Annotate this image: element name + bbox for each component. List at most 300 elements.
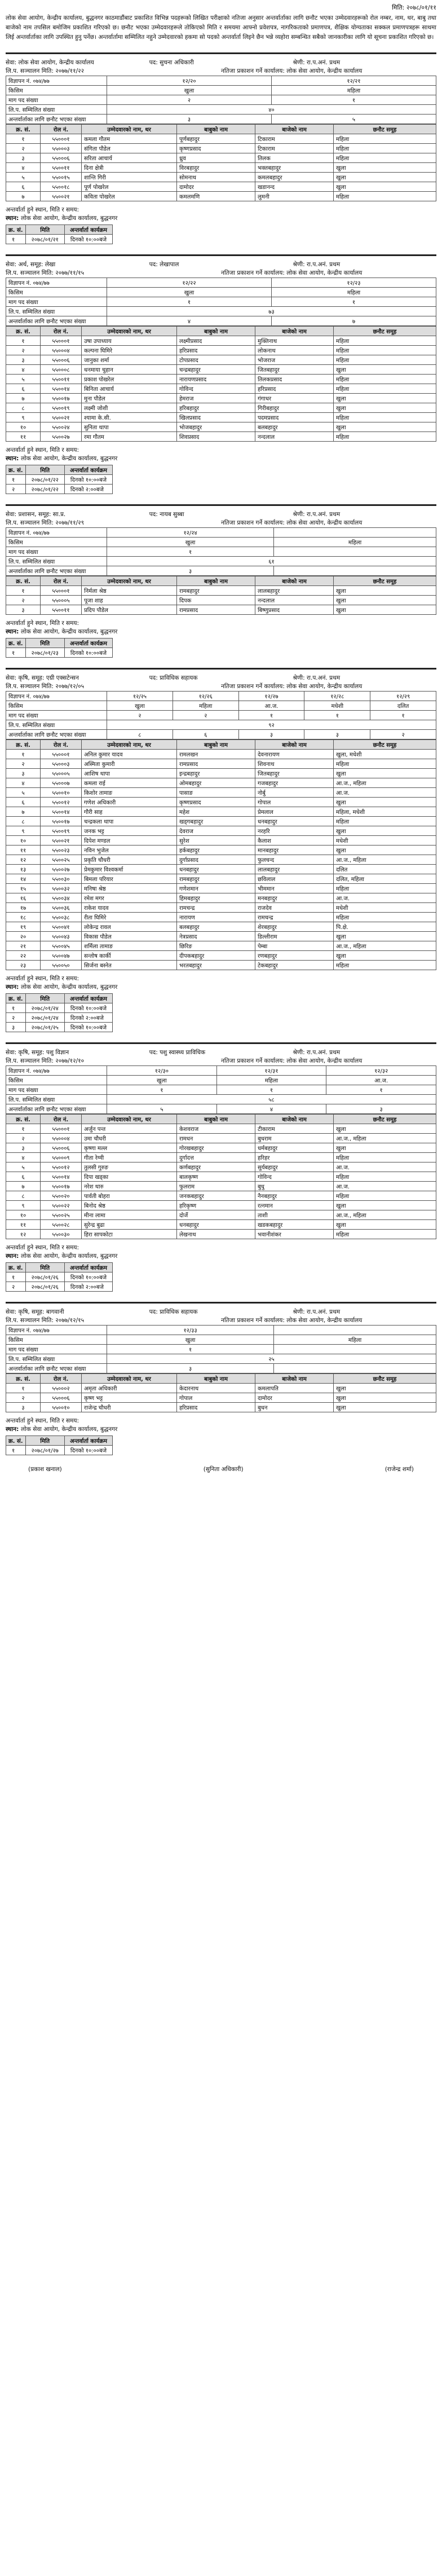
table-row <box>6 375 436 384</box>
table-cell: लक्ष्मीप्रसाद <box>177 336 255 346</box>
table-row <box>6 596 436 605</box>
table-cell: ५५००३४ <box>41 893 82 903</box>
table-cell: ५५०००१ <box>41 134 82 144</box>
column-header: छनौट समूह <box>334 576 436 586</box>
table-cell: दिनको १०:००बजे <box>64 1446 112 1455</box>
table-row <box>6 153 436 163</box>
candidate-header-row <box>6 327 436 336</box>
table-cell: महिला <box>334 134 436 144</box>
schedule-title: अन्तर्वार्ता हुने स्थान, मिति र समय: <box>6 447 79 453</box>
row-value: खुला <box>107 86 272 95</box>
table-cell: १९ <box>6 922 41 932</box>
exam-date: लि.प. सञ्चालन मिति: २०७७/११/२२ <box>6 68 85 74</box>
advertisement-row <box>6 105 436 115</box>
row-value: १२/३१ <box>216 1066 326 1076</box>
column-header: अन्तर्वार्ता कार्यक्रम <box>64 225 112 235</box>
table-cell: ५५०००१ <box>41 1124 82 1134</box>
table-cell: कमला राई <box>82 778 177 788</box>
table-cell: जनक भट्ट <box>82 826 177 836</box>
table-cell: ५५०००१ <box>41 336 82 346</box>
section-header-row2 <box>6 519 436 527</box>
table-cell: ओमबहादुर <box>177 778 255 788</box>
table-row <box>6 798 436 807</box>
table-cell: १ <box>6 1272 26 1282</box>
table-cell: खुला <box>334 1403 436 1412</box>
row-label: लि.प. सम्मिलित संख्या <box>6 1354 107 1364</box>
table-cell: जनकबहादुर <box>177 1191 255 1201</box>
table-cell: दिना क्षेत्री <box>82 163 177 173</box>
table-cell: ३ <box>6 153 41 163</box>
advertisement-row <box>6 1364 436 1373</box>
column-header: रोल नं. <box>41 125 82 134</box>
table-cell: रामचन्द्र <box>255 913 334 922</box>
table-cell: लोकनाथ <box>255 346 334 355</box>
table-row <box>6 846 436 855</box>
section-header-row1 <box>6 674 436 682</box>
table-cell: खुला <box>334 1384 436 1393</box>
table-cell: २१ <box>6 941 41 951</box>
table-cell: आ.ज. <box>334 1162 436 1172</box>
column-header: बाबुको नाम <box>177 576 255 586</box>
table-row <box>6 1182 436 1191</box>
schedule-table <box>6 465 113 494</box>
candidate-header-row <box>6 740 436 750</box>
table-cell: २०७८/०१/२७ <box>25 1446 64 1455</box>
table-cell: हेमराज <box>177 394 255 403</box>
table-cell: १ <box>6 336 41 346</box>
table-cell: भरतबहादुर <box>177 961 255 970</box>
row-value <box>274 1345 436 1354</box>
column-header: क्र. सं. <box>6 576 41 586</box>
table-cell: हरिकृष्ण <box>177 1201 255 1210</box>
row-label: विज्ञापन नं. ०७४/७७ <box>6 1066 107 1076</box>
table-cell: १३ <box>6 865 41 874</box>
row-label: किसिम <box>6 1335 107 1345</box>
table-row <box>6 836 436 846</box>
table-cell: हिमबहादुर <box>177 893 255 903</box>
advertisement-row <box>6 297 436 307</box>
table-row <box>6 1230 436 1239</box>
shreni-label: श्रेणी: रा.प.अनं. प्रथम <box>293 261 341 268</box>
table-row <box>6 807 436 817</box>
table-cell: कृष्णा मल्ल <box>82 1143 177 1153</box>
table-cell: मनिषा श्रेष्ठ <box>82 884 177 893</box>
table-row <box>6 1191 436 1201</box>
advertisement-row <box>6 1076 436 1085</box>
table-cell: ५५००२७ <box>41 865 82 874</box>
table-cell: मीना लामा <box>82 1210 177 1220</box>
table-cell: १२ <box>6 1230 41 1239</box>
column-header: छनौट समूह <box>334 740 436 750</box>
column-header: अन्तर्वार्ता कार्यक्रम <box>64 1263 112 1272</box>
sections-container <box>6 52 436 1455</box>
table-cell: दिनको १०:००बजे <box>64 475 112 485</box>
table-cell: १६ <box>6 893 41 903</box>
table-cell: हरिप्रसाद <box>177 1403 255 1412</box>
table-cell: टिकाराम <box>255 134 334 144</box>
table-cell: धनबहादुर <box>255 817 334 826</box>
section-divider <box>6 254 436 256</box>
table-cell: ५५००१४ <box>41 384 82 394</box>
table-cell: ५५००१४ <box>41 807 82 817</box>
sewa-label: सेवा: कृषि, समूह: पशु विज्ञान <box>6 1049 69 1056</box>
table-cell: ५५००१९ <box>41 826 82 836</box>
table-cell: जानुका शर्मा <box>82 355 177 365</box>
sewa-label: सेवा: कृषि, समूह: एग्री एक्सटेन्सन <box>6 675 79 681</box>
table-cell: लेखनाथ <box>177 1230 255 1239</box>
candidate-table <box>6 739 436 970</box>
table-cell: शर्मिला तामाङ <box>82 941 177 951</box>
table-cell: महिला <box>334 432 436 442</box>
row-label: विज्ञापन नं. ०७४/७७ <box>6 1326 107 1335</box>
table-cell: २०७८/०१/२४ <box>25 1013 64 1023</box>
table-cell: दिनको १०:००बजे <box>64 235 112 244</box>
venue-line <box>6 1425 436 1434</box>
table-cell: कमला गौतम <box>82 134 177 144</box>
table-row <box>6 1134 436 1143</box>
table-cell: ५५०००९ <box>41 1153 82 1162</box>
table-cell: ९ <box>6 413 41 422</box>
table-cell: २०७८/०१/२१ <box>25 235 64 244</box>
row-value <box>274 566 436 576</box>
table-cell: खुला <box>334 951 436 961</box>
table-cell: ६ <box>6 798 41 807</box>
table-cell: १० <box>6 836 41 846</box>
schedule-title: अन्तर्वार्ता हुने स्थान, मिति र समय: <box>6 620 79 627</box>
table-cell: ५५००२३ <box>41 846 82 855</box>
table-cell: १ <box>6 1003 26 1013</box>
column-header: बाबुको नाम <box>177 327 255 336</box>
table-row <box>6 1124 436 1134</box>
intro-paragraph: लोक सेवा आयोग, केन्द्रीय कार्यालय, बुद्धनगर काठमाडौंबाट प्रकाशित विभिन्न पदहरूको लिखित परीक्षाको नतिजा अनुसार अन्तर्वार्ताका लागि छनौट भएका उम्मेदवारहरूको रोल नम्बर, नाम, थर, बाबु तथा बाजेको नाम तपसिल बमोजिम प्रकाशित गरिएको छ। छनौट भएका उम्मेदवारहरूले तोकिएको मिति र समयमा आफ्नो प्रवेशपत्र, नागरिकताको प्रमाणपत्र, शैक्षिक योग्यताका सक्कल प्रमाणपत्रहरू साथमा लिई अन्तर्वार्ताका लागि उपस्थित हुनु पर्नेछ। अन्तर्वार्तामा सम्मिलित नहुने उम्मेदवारको हकमा सो पदको अन्तर्वार्ता लिइने छैन भन्ने व्यहोरा सम्बन्धित सबैको जानकारीका लागि यो सूचना प्रकाशित गरिएको छ। <box>6 15 436 41</box>
signature-2: (सुनिता अधिकारी) <box>203 1466 244 1473</box>
column-header: मिति <box>25 1263 64 1272</box>
row-label: लि.प. सम्मिलित संख्या <box>6 720 107 730</box>
table-cell: ५५००३० <box>41 874 82 884</box>
column-header: बाजेको नाम <box>255 125 334 134</box>
row-value: महिला <box>274 538 436 547</box>
table-cell: ३ <box>6 605 41 615</box>
table-cell: २ <box>6 1282 26 1292</box>
pad-label: पद: नायब सुब्बा <box>149 511 184 518</box>
table-row <box>6 365 436 375</box>
advertisement-row <box>6 1345 436 1354</box>
column-header: छनौट समूह <box>334 125 436 134</box>
venue-text: लोक सेवा आयोग, केन्द्रीय कार्यालय, बुद्धनगर <box>21 455 118 462</box>
schedule-table <box>6 638 113 658</box>
candidate-table <box>6 326 436 442</box>
table-cell: आ.ज., महिला <box>334 855 436 865</box>
result-office: नतिजा प्रकाशन गर्ने कार्यालय: लोक सेवा आयोग, केन्द्रीय कार्यालय <box>221 683 363 690</box>
table-cell: महिला <box>334 1191 436 1201</box>
table-row <box>6 865 436 874</box>
schedule-header-row <box>6 639 113 648</box>
column-header: बाजेको नाम <box>255 1115 334 1124</box>
table-row <box>6 1403 436 1412</box>
signature-row <box>6 1465 436 1473</box>
table-cell: सिर्जना बस्नेत <box>82 961 177 970</box>
table-cell: ८ <box>6 817 41 826</box>
row-value: ३ <box>304 730 370 739</box>
table-cell: ९ <box>6 826 41 836</box>
table-cell: ६ <box>6 182 41 192</box>
table-cell: १२ <box>6 855 41 865</box>
table-cell: खुला <box>334 586 436 596</box>
row-label: किसिम <box>6 538 107 547</box>
column-header: मिति <box>25 225 64 235</box>
table-cell: १० <box>6 1210 41 1220</box>
table-cell: २०७८/०१/२३ <box>25 648 64 658</box>
column-header: रोल नं. <box>41 1115 82 1124</box>
venue-text: लोक सेवा आयोग, केन्द्रीय कार्यालय, बुद्धनगर <box>21 1426 118 1433</box>
candidate-header-row <box>6 1374 436 1384</box>
table-cell: ५५०००८ <box>41 365 82 375</box>
table-cell: लुमनी <box>255 192 334 201</box>
table-cell: केशवराज <box>177 1124 255 1134</box>
table-cell: दिनको १०:००बजे <box>64 1023 112 1032</box>
table-cell: आ.ज., महिला <box>334 778 436 788</box>
row-value: मधेशी <box>304 701 370 711</box>
table-cell: ७ <box>6 394 41 403</box>
table-cell: नरहरि <box>255 826 334 836</box>
venue-line <box>6 983 436 992</box>
row-value: २ <box>107 711 173 720</box>
row-value: ३ <box>326 1104 436 1114</box>
column-header: क्र. सं. <box>6 225 26 235</box>
table-cell: महिला <box>334 384 436 394</box>
advertisement-row <box>6 307 436 316</box>
advertisement-row <box>6 1085 436 1095</box>
row-value: १ <box>107 297 272 307</box>
table-cell: खुला <box>334 1124 436 1134</box>
table-cell: छविलाल <box>255 874 334 884</box>
row-label: अन्तर्वार्ताका लागि छनौट भएका संख्या <box>6 115 107 124</box>
table-cell: रामधन <box>177 1134 255 1143</box>
table-row <box>6 1393 436 1403</box>
table-cell: ५५००१२ <box>41 798 82 807</box>
table-cell: १४ <box>6 874 41 884</box>
row-value: खुला <box>107 538 274 547</box>
table-cell: लालबहादुर <box>255 586 334 596</box>
row-value: १२/२२ <box>107 278 272 288</box>
advertisement-row <box>6 557 436 566</box>
table-row <box>6 173 436 182</box>
section-header-row1 <box>6 1049 436 1057</box>
table-cell: बालकृष्ण <box>177 1172 255 1182</box>
venue-text: लोक सेवा आयोग, केन्द्रीय कार्यालय, बुद्धनगर <box>21 1253 118 1260</box>
signature-3: (राजेन्द्र शर्मा) <box>384 1466 414 1473</box>
table-row <box>6 961 436 970</box>
table-cell: महिला <box>334 413 436 422</box>
table-cell: ३ <box>6 1403 41 1412</box>
table-cell: किशोर तामाङ <box>82 788 177 798</box>
table-cell: ५५००२१ <box>41 836 82 846</box>
row-value: ५ <box>107 1104 217 1114</box>
table-cell: ताशी <box>255 1210 334 1220</box>
table-cell: ४ <box>6 365 41 375</box>
table-row <box>6 788 436 798</box>
table-cell: खडानन्द <box>255 182 334 192</box>
row-value: १२/२० <box>107 76 272 86</box>
table-cell: बिनोद श्रेष्ठ <box>82 1201 177 1210</box>
table-cell: संगिता पौडेल <box>82 144 177 153</box>
section-header-row2 <box>6 67 436 76</box>
table-cell: सन्तोष कार्की <box>82 951 177 961</box>
schedule-header-row <box>6 465 113 475</box>
table-cell: दुर्गादत्त <box>177 1153 255 1162</box>
table-cell: आ.ज., महिला <box>334 1134 436 1143</box>
row-value: ७ <box>272 316 436 326</box>
table-cell: गिरीबहादुर <box>255 403 334 413</box>
table-cell: ६ <box>6 1172 41 1182</box>
table-cell: हिरा सापकोटा <box>82 1230 177 1239</box>
table-cell: ५५००२१ <box>41 192 82 201</box>
table-cell: ३ <box>6 1023 26 1032</box>
section-header-row1 <box>6 261 436 269</box>
schedule-row <box>6 475 113 485</box>
table-cell: दामोदर <box>255 1393 334 1403</box>
schedule-row <box>6 1272 113 1282</box>
row-value: १ <box>107 547 274 557</box>
candidate-table <box>6 124 436 201</box>
column-header: बाजेको नाम <box>255 1374 334 1384</box>
table-cell: २०७८/०१/२४ <box>25 1003 64 1013</box>
table-cell: धनबहादुर <box>177 1220 255 1230</box>
schedule-table <box>6 1435 113 1455</box>
row-value: महिला <box>272 288 436 297</box>
column-header: अन्तर्वार्ता कार्यक्रम <box>64 1436 112 1446</box>
table-cell: रामलखन <box>177 750 255 759</box>
table-cell: १७ <box>6 903 41 913</box>
column-header: बाबुको नाम <box>177 740 255 750</box>
advertisement-table <box>6 278 436 326</box>
row-value: ४ <box>107 316 272 326</box>
column-header: क्र. सं. <box>6 1115 41 1124</box>
table-cell: ५५००१० <box>41 1403 82 1412</box>
table-cell: प्रदिप पौडेल <box>82 605 177 615</box>
venue-line <box>6 214 436 223</box>
row-label: अन्तर्वार्ताका लागि छनौट भएका संख्या <box>6 730 107 739</box>
result-office: नतिजा प्रकाशन गर्ने कार्यालय: लोक सेवा आयोग, केन्द्रीय कार्यालय <box>221 270 363 276</box>
table-row <box>6 874 436 884</box>
row-value <box>274 528 436 538</box>
schedule-row <box>6 1013 113 1023</box>
row-value: १२/२८ <box>304 692 370 701</box>
table-cell: पूर्णबहादुर <box>177 134 255 144</box>
table-cell: ५५०००५ <box>41 596 82 605</box>
table-cell: महिला <box>334 336 436 346</box>
table-cell: दीपकबहादुर <box>177 951 255 961</box>
row-value: १ <box>238 711 304 720</box>
venue-label: स्थान: <box>6 984 21 990</box>
table-cell: दिपक <box>177 596 255 605</box>
row-label: अन्तर्वार्ताका लागि छनौट भएका संख्या <box>6 566 107 576</box>
row-value: ७३ <box>107 307 436 316</box>
venue-text: लोक सेवा आयोग, केन्द्रीय कार्यालय, बुद्धनगर <box>21 984 118 990</box>
advertisement-row <box>6 115 436 124</box>
row-label: लि.प. सम्मिलित संख्या <box>6 105 107 115</box>
table-cell: २ <box>6 485 26 494</box>
table-cell: २०७८/०१/२२ <box>25 485 64 494</box>
row-value: १२/२१ <box>272 76 436 86</box>
table-cell: महिला <box>334 817 436 826</box>
table-cell: बलबहादुर <box>177 922 255 932</box>
column-header: उम्मेदवारको नाम, थर <box>82 125 177 134</box>
pad-label: पद: प्राविधिक सहायक <box>149 1309 198 1315</box>
table-cell: धर्मबहादुर <box>255 1143 334 1153</box>
column-header: छनौट समूह <box>334 1374 436 1384</box>
row-value: ४ <box>216 1104 326 1114</box>
table-cell: १ <box>6 1384 41 1393</box>
table-cell: महिला <box>334 961 436 970</box>
table-cell: कमलमणि <box>177 192 255 201</box>
table-cell: खडकबहादुर <box>255 1220 334 1230</box>
table-cell: खुला <box>334 394 436 403</box>
row-value: १२/३२ <box>326 1066 436 1076</box>
row-label: लि.प. सम्मिलित संख्या <box>6 307 107 316</box>
table-cell: पि.क्षे. <box>334 922 436 932</box>
table-cell: नेत्रप्रसाद <box>177 932 255 941</box>
row-value: खुला <box>107 288 272 297</box>
section-divider <box>6 52 436 54</box>
table-cell: शिवप्रसाद <box>177 432 255 442</box>
table-row <box>6 884 436 893</box>
table-cell: खुला <box>334 826 436 836</box>
table-cell: पासाङ <box>177 788 255 798</box>
table-row <box>6 932 436 941</box>
venue-label: स्थान: <box>6 455 21 462</box>
column-header: क्र. सं. <box>6 639 26 648</box>
table-row <box>6 586 436 596</box>
table-row <box>6 1172 436 1182</box>
row-value: खुला <box>107 1076 217 1085</box>
column-header: उम्मेदवारको नाम, थर <box>82 1374 177 1384</box>
table-cell: २ <box>6 144 41 153</box>
advertisement-table <box>6 1325 436 1373</box>
table-cell: ५५००२५ <box>41 855 82 865</box>
shreni-label: श्रेणी: रा.प.अनं. प्रथम <box>293 511 341 518</box>
column-header: उम्मेदवारको नाम, थर <box>82 576 177 586</box>
section-header-row1 <box>6 1308 436 1316</box>
table-cell: ५५०००६ <box>41 355 82 365</box>
table-row <box>6 903 436 913</box>
pad-label: पद: प्राविधिक सहायक <box>149 675 198 681</box>
table-cell: फुलराम <box>177 1182 255 1191</box>
table-cell: खुला <box>334 163 436 173</box>
table-cell: टेकबहादुर <box>255 961 334 970</box>
table-cell: आ.ज. <box>334 1182 436 1191</box>
result-office: नतिजा प्रकाशन गर्ने कार्यालय: लोक सेवा आयोग, केन्द्रीय कार्यालय <box>221 519 363 526</box>
table-cell: पार्वती बोहरा <box>82 1191 177 1201</box>
table-cell: महिला <box>334 1230 436 1239</box>
table-cell: अर्जुन पन्त <box>82 1124 177 1134</box>
exam-date: लि.प. सञ्चालन मिति: २०७७/१२/१५ <box>6 1317 85 1324</box>
row-value: १ <box>304 711 370 720</box>
column-header: रोल नं. <box>41 327 82 336</box>
row-value: खुला <box>107 701 173 711</box>
candidate-header-row <box>6 576 436 586</box>
advertisement-row <box>6 1095 436 1104</box>
table-cell: ५५०००३ <box>41 759 82 769</box>
table-row <box>6 941 436 951</box>
table-cell: कल्पना घिमिरे <box>82 346 177 355</box>
table-cell: शेरबहादुर <box>255 922 334 932</box>
table-cell: हरिप्रसाद <box>255 384 334 394</box>
column-header: उम्मेदवारको नाम, थर <box>82 740 177 750</box>
row-value: ३ <box>238 730 304 739</box>
table-cell: सुरेन्द्र बुढा <box>82 1220 177 1230</box>
row-label: माग पद संख्या <box>6 297 107 307</box>
